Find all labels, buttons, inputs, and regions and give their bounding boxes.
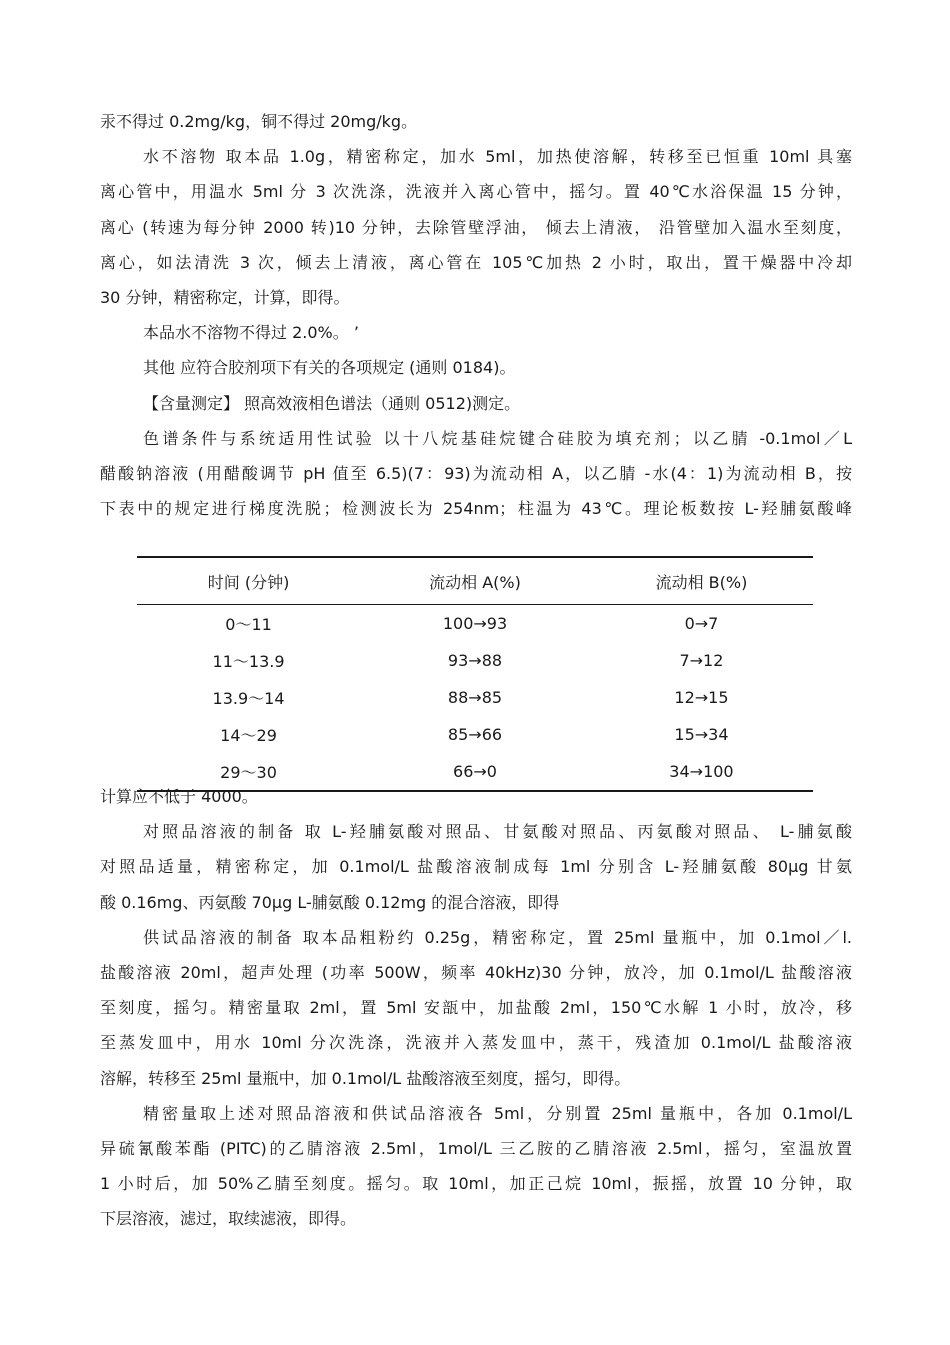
text-line: 离心 (转速为每分钟 2000 转)10 分钟，去除管壁浮油， 倾去上清液， 沿管壁加入温水至刻度， <box>100 217 852 237</box>
document-body-bottom <box>100 779 852 1236</box>
table-cell: 34→100 <box>669 762 734 781</box>
text-line: 醋酸钠溶液 (用醋酸调节 pH 值至 6.5)(7：93)为流动相 A，以乙腈 -水(4：1)为流动相 B，按 <box>100 463 852 483</box>
text-line: 供试品溶液的制备 取本品粗粉约 0.25g，精密称定，置 25ml 量瓶中，加 0.1mol／l. <box>143 927 852 947</box>
table-cell: 0→7 <box>684 614 719 633</box>
text-line: 下表中的规定进行梯度洗脱；检测波长为 254nm；柱温为 43℃。理论板数按 L-羟脯氨酸峰 <box>100 499 852 519</box>
table-header-phase-a: 流动相 A(%) <box>429 572 521 592</box>
text-line: 至蒸发皿中，用水 10ml 分次洗涤，洗液并入蒸发皿中，蒸干，残渣加 0.1mol/L 盐酸溶液 <box>100 1033 852 1053</box>
table-row <box>137 679 813 716</box>
table-row <box>137 716 813 753</box>
table-cell: 12→15 <box>674 688 729 707</box>
table-cell: 100→93 <box>442 614 508 633</box>
text-line: 汞不得过 0.2mg/kg，铜不得过 20mg/kg。 <box>100 112 418 131</box>
table-cell: 93→88 <box>447 651 503 670</box>
section-heading: 【含量测定】 照高效液相色谱法（通则 0512)测定。 <box>143 393 521 413</box>
table-header-time: 时间 (分钟) <box>207 572 290 592</box>
text-line: 酸 0.16mg、丙氨酸 70μg L-脯氨酸 0.12mg 的混合溶液，即得 <box>100 892 560 912</box>
table-cell: 13.9～14 <box>212 689 285 708</box>
text-line: 30 分钟，精密称定，计算，即得。 <box>100 287 350 307</box>
text-line: 水不溶物 取本品 1.0g，精密称定，加水 5ml，加热使溶解，转移至已恒重 10ml 具塞 <box>143 147 852 167</box>
table-header-row <box>137 557 813 605</box>
table-cell: 0～11 <box>225 615 272 634</box>
table-row <box>137 642 813 679</box>
table-cell: 66→0 <box>453 762 497 781</box>
text-line: 精密量取上述对照品溶液和供试品溶液各 5ml，分别置 25ml 量瓶中，各加 0.1mol/L <box>143 1103 852 1123</box>
text-line: 其他 应符合胶剂项下有关的各项规定 (通则 0184)。 <box>143 358 516 378</box>
table-cell: 11～13.9 <box>212 652 285 671</box>
text-line: 盐酸溶液 20ml，超声处理 (功率 500W，频率 40kHz)30 分钟，放冷，加 0.1mol/L 盐酸溶液 <box>100 962 852 982</box>
document-body-top <box>100 104 852 526</box>
table-header-phase-b: 流动相 B(%) <box>655 572 748 592</box>
table-cell: 14～29 <box>220 726 277 745</box>
text-line: 对照品溶液的制备 取 L-羟脯氨酸对照品、甘氨酸对照品、丙氨酸对照品、 L-脯氨酸 <box>143 822 852 842</box>
text-line: 离心管中，用温水 5ml 分 3 次洗涤，洗液并入离心管中，摇匀。置 40℃水浴保温 15 分钟， <box>100 182 852 202</box>
text-line: 下层溶液，滤过，取续滤液，即得。 <box>100 1209 357 1229</box>
text-line: 1 小时后，加 50%乙腈至刻度。摇匀。取 10ml，加正己烷 10ml，振摇，放置 10 分钟，取 <box>100 1174 852 1194</box>
text-line: 色谱条件与系统适用性试验 以十八烷基硅烷键合硅胶为填充剂；以乙腈 -0.1mol／L <box>143 428 852 448</box>
table-cell: 15→34 <box>674 725 729 744</box>
table-cell: 85→66 <box>447 725 503 744</box>
gradient-table-container <box>137 556 813 792</box>
text-line: 对照品适量，精密称定，加 0.1mol/L 盐酸溶液制成每 1ml 分别含 L-羟脯氨酸 80μg 甘氨 <box>100 857 852 877</box>
text-line: 溶解，转移至 25ml 量瓶中，加 0.1mol/L 盐酸溶液至刻度，摇匀，即得。 <box>100 1068 631 1088</box>
gradient-table <box>137 556 813 792</box>
table-cell: 29～30 <box>220 763 277 782</box>
text-line: 离心，如法清洗 3 次，倾去上清液，离心管在 105℃加热 2 小时，取出，置干燥器中冷却 <box>100 252 852 272</box>
table-row <box>137 605 813 643</box>
text-line: 异硫氰酸苯酯 (PITC)的乙腈溶液 2.5ml，1mol/L 三乙胺的乙腈溶液 2.5ml，摇匀，室温放置 <box>100 1138 852 1158</box>
table-cell: 88→85 <box>447 688 503 707</box>
text-line: 本品水不溶物不得过 2.0%。 ’ <box>143 323 359 343</box>
table-cell: 7→12 <box>679 651 724 670</box>
text-line: 计算应不低于 4000。 <box>100 787 258 806</box>
text-line: 至刻度，摇匀。精密量取 2ml，置 5ml 安瓿中，加盐酸 2ml，150℃水解 1 小时，放冷，移 <box>100 998 852 1018</box>
